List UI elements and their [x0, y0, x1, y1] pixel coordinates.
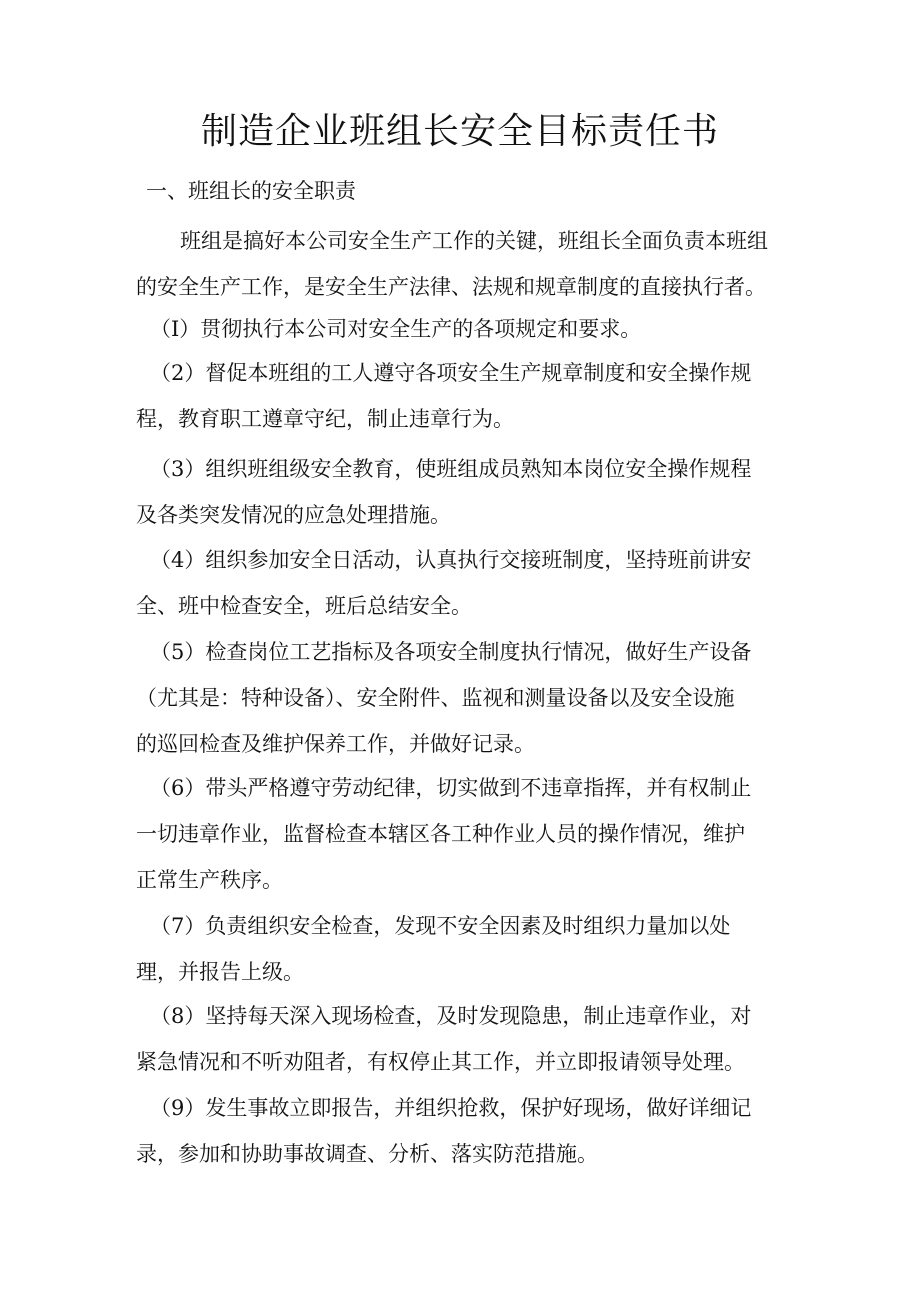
document-title: 制造企业班组长安全目标责任书 — [200, 111, 719, 152]
item-line: （7）负责组织安全检查，发现不安全因素及时组织力量加以处 — [150, 914, 731, 938]
item-line: （9）发生事故立即报告，并组织抢救，保护好现场，做好详细记 — [150, 1096, 752, 1120]
item-line: （5）检查岗位工艺指标及各项安全制度执行情况，做好生产设备 — [150, 640, 752, 664]
section-heading: 一、班组长的安全职责 — [146, 179, 356, 203]
item-7 — [136, 903, 786, 995]
item-3 — [136, 446, 786, 538]
item-line: 及各类突发情况的应急处理措施。 — [136, 503, 451, 527]
item-line: （2）督促本班组的工人遵守各项安全生产规章制度和安全操作规 — [150, 361, 752, 385]
item-line: 录，参加和协助事故调查、分析、落实防范措施。 — [136, 1142, 598, 1166]
intro-line: 班组是搞好本公司安全生产工作的关键，班组长全面负责本班组 — [180, 229, 768, 253]
item-8 — [136, 993, 786, 1085]
item-line: （8）坚持每天深入现场检查，及时发现隐患，制止违章作业，对 — [150, 1004, 752, 1028]
item-line: 一切违章作业，监督检查本辖区各工种作业人员的操作情况，维护 — [136, 822, 745, 846]
item-line: 程，教育职工遵章守纪，制止违章行为。 — [136, 407, 514, 431]
item-line: 理，并报告上级。 — [136, 960, 304, 984]
item-1 — [136, 306, 786, 352]
item-2 — [136, 350, 786, 442]
item-line: 紧急情况和不听劝阻者，有权停止其工作，并立即报请领导处理。 — [136, 1050, 745, 1074]
item-line: （尤其是：特种设备）、安全附件、监视和测量设备以及安全设施 — [136, 686, 735, 710]
item-4 — [136, 537, 786, 629]
item-6 — [136, 765, 786, 903]
intro-line: 的安全生产工作，是安全生产法律、法规和规章制度的直接执行者。 — [136, 275, 766, 299]
item-line: 的巡回检查及维护保养工作，并做好记录。 — [136, 732, 535, 756]
intro-paragraph — [136, 218, 786, 310]
item-line: （3）组织班组级安全教育，使班组成员熟知本岗位安全操作规程 — [150, 457, 752, 481]
item-line: （I）贯彻执行本公司对安全生产的各项规定和要求。 — [150, 317, 642, 341]
item-line: 全、班中检查安全，班后总结安全。 — [136, 594, 472, 618]
item-line: （4）组织参加安全日活动，认真执行交接班制度，坚持班前讲安 — [150, 548, 752, 572]
item-9 — [136, 1085, 786, 1177]
item-line: （6）带头严格遵守劳动纪律，切实做到不违章指挥，并有权制止 — [150, 776, 752, 800]
item-line: 正常生产秩序。 — [136, 868, 283, 892]
item-5 — [136, 629, 786, 767]
